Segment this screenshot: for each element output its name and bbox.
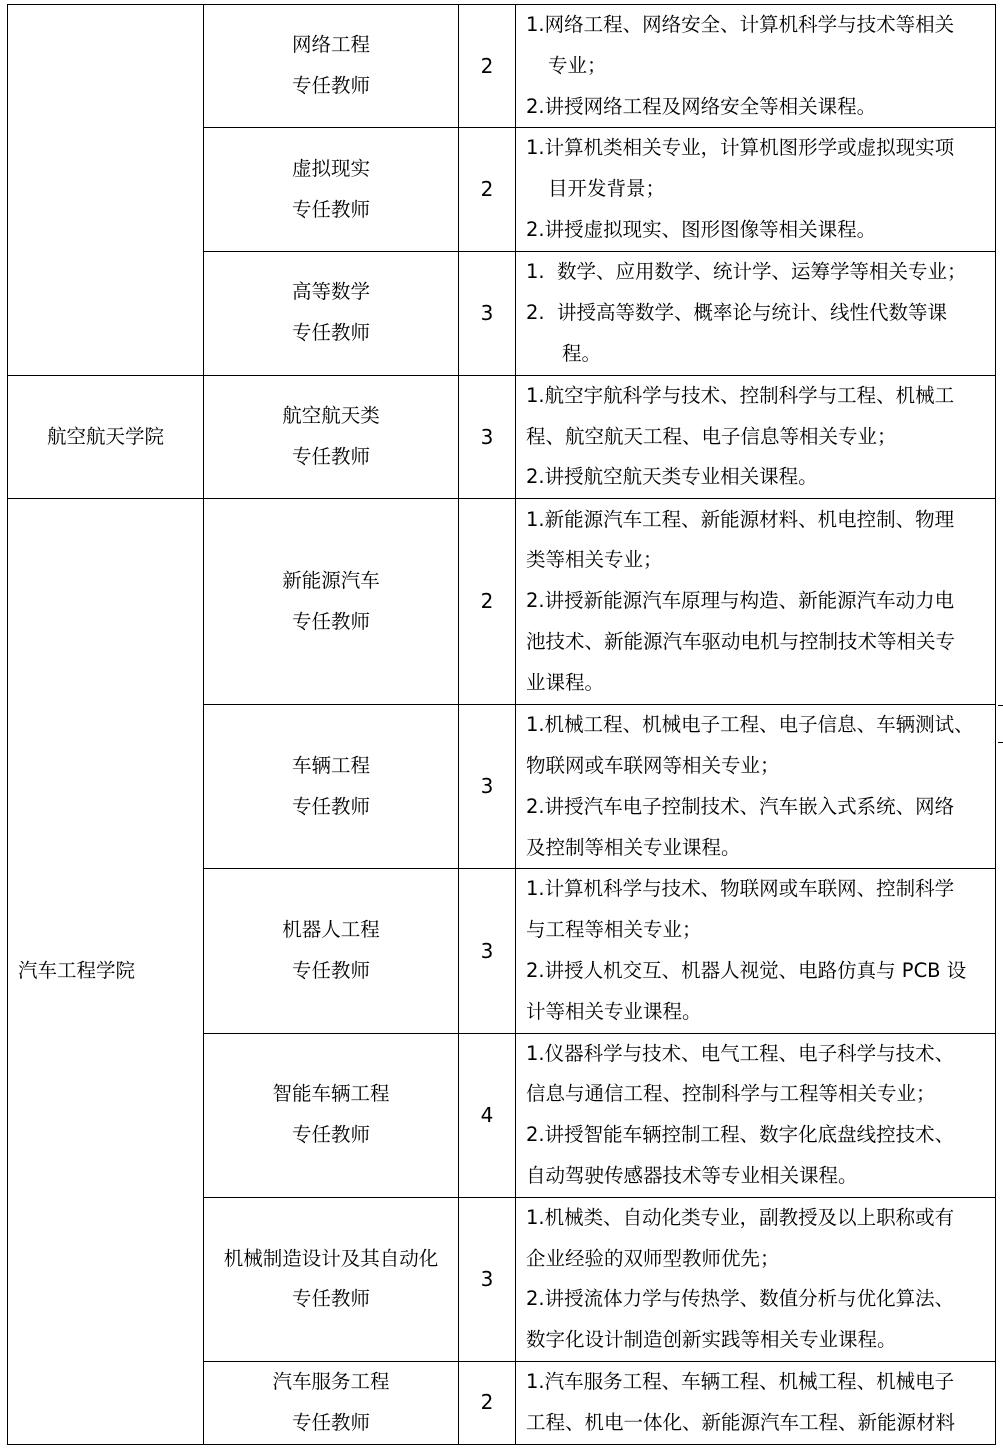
- requirement-line: 及控制等相关专业课程。: [526, 835, 741, 859]
- post-name: 智能车辆工程: [272, 1082, 390, 1106]
- requirement-cell: [516, 499, 996, 705]
- post-name: 汽车服务工程: [272, 1369, 390, 1393]
- count-cell: 3: [459, 869, 516, 1033]
- requirement-line: 数字化设计制造创新实践等相关专业课程。: [526, 1328, 897, 1352]
- post-name: 虚拟现实: [291, 156, 370, 180]
- recruitment-table: [7, 4, 996, 1445]
- requirement-line: 2.讲授航空航天类专业相关课程。: [526, 465, 818, 489]
- requirement-line: 程、航空航天工程、电子信息等相关专业；: [526, 424, 897, 448]
- post-role: 专任教师: [291, 958, 370, 982]
- requirement-line: 2. 讲授高等数学、概率论与统计、线性代数等课: [526, 300, 948, 324]
- requirement-line: 程。: [562, 341, 602, 365]
- post-role: 专任教师: [291, 609, 370, 633]
- requirement-cell: [516, 1197, 996, 1361]
- post-name: 车辆工程: [291, 753, 370, 777]
- requirement-line: 2.讲授流体力学与传热学、数值分析与优化算法、: [526, 1287, 955, 1311]
- requirement-line: 1.汽车服务工程、车辆工程、机械工程、机械电子: [526, 1369, 955, 1393]
- post-name: 机器人工程: [282, 918, 380, 942]
- post-role: 专任教师: [291, 1287, 370, 1311]
- post-cell: [204, 1197, 459, 1361]
- post-role: 专任教师: [291, 1123, 370, 1147]
- requirement-line: 信息与通信工程、控制科学与工程等相关专业；: [526, 1082, 936, 1106]
- post-cell: [204, 499, 459, 705]
- dept-cell: 汽车工程学院: [8, 499, 204, 1444]
- requirement-line: 1.网络工程、网络安全、计算机科学与技术等相关: [526, 13, 955, 36]
- requirement-line: 业课程。: [526, 670, 605, 694]
- requirement-line: 1. 数学、应用数学、统计学、运筹学等相关专业；: [526, 260, 967, 284]
- table-row: [8, 499, 996, 705]
- requirement-line: 池技术、新能源汽车驱动电机与控制技术等相关专: [526, 630, 956, 654]
- requirement-line: 工程、机电一体化、新能源汽车工程、新能源材料: [526, 1410, 956, 1434]
- count-cell: 3: [459, 1197, 516, 1361]
- margin-tick: [998, 705, 1003, 706]
- requirement-cell: [516, 1361, 996, 1444]
- post-role: 专任教师: [291, 794, 370, 818]
- post-cell: [204, 869, 459, 1033]
- requirement-line: 2.讲授汽车电子控制技术、汽车嵌入式系统、网络: [526, 794, 955, 818]
- post-name: 高等数学: [291, 280, 370, 304]
- requirement-cell: [516, 251, 996, 375]
- requirement-line: 1.仪器科学与技术、电气工程、电子科学与技术、: [526, 1041, 955, 1065]
- post-cell: [204, 1033, 459, 1197]
- post-role: 专任教师: [291, 321, 370, 345]
- post-role: 专任教师: [291, 444, 370, 468]
- requirement-line: 企业经验的双师型教师优先；: [526, 1246, 780, 1270]
- count-cell: 2: [459, 5, 516, 128]
- table-row: [8, 375, 996, 498]
- requirement-cell: [516, 1033, 996, 1197]
- requirement-line: 1.机械类、自动化类专业，副教授及以上职称或有: [526, 1205, 955, 1229]
- requirement-line: 1.航空宇航科学与技术、控制科学与工程、机械工: [526, 383, 955, 407]
- post-cell: [204, 128, 459, 251]
- dept-cell: [8, 5, 204, 376]
- requirement-line: 2.讲授智能车辆控制工程、数字化底盘线控技术、: [526, 1123, 955, 1147]
- requirement-line: 与工程等相关专业；: [526, 918, 702, 942]
- post-cell: [204, 375, 459, 498]
- count-cell: 3: [459, 375, 516, 498]
- post-cell: [204, 251, 459, 375]
- requirement-line: 1.计算机类相关专业，计算机图形学或虚拟现实项: [526, 136, 955, 160]
- post-name: 航空航天类: [282, 404, 380, 428]
- count-cell: 2: [459, 128, 516, 251]
- count-cell: 3: [459, 705, 516, 869]
- count-cell: 2: [459, 1361, 516, 1444]
- requirement-line: 2.讲授网络工程及网络安全等相关课程。: [526, 94, 877, 118]
- requirement-cell: [516, 705, 996, 869]
- requirement-line: 目开发背景；: [548, 177, 666, 201]
- requirement-line: 2.讲授虚拟现实、图形图像等相关课程。: [526, 217, 877, 241]
- count-cell: 4: [459, 1033, 516, 1197]
- post-cell: [204, 1361, 459, 1444]
- requirement-cell: [516, 128, 996, 251]
- post-name: 新能源汽车: [282, 568, 380, 592]
- post-name: 网络工程: [291, 33, 370, 57]
- requirement-line: 2.讲授新能源汽车原理与构造、新能源汽车动力电: [526, 589, 955, 613]
- table-row: [8, 5, 996, 128]
- requirement-cell: [516, 5, 996, 128]
- post-name: 机械制造设计及其自动化: [223, 1246, 439, 1270]
- requirement-line: 类等相关专业；: [526, 548, 663, 572]
- requirement-cell: [516, 869, 996, 1033]
- count-cell: 3: [459, 251, 516, 375]
- requirement-line: 1.计算机科学与技术、物联网或车联网、控制科学: [526, 877, 955, 901]
- post-cell: [204, 5, 459, 128]
- requirement-line: 专业；: [548, 53, 607, 77]
- post-cell: [204, 705, 459, 869]
- post-role: 专任教师: [291, 1410, 370, 1434]
- requirement-line: 物联网或车联网等相关专业；: [526, 753, 780, 777]
- post-role: 专任教师: [291, 197, 370, 221]
- requirement-cell: [516, 375, 996, 498]
- requirement-line: 自动驾驶传感器技术等专业相关课程。: [526, 1163, 858, 1187]
- requirement-line: 2.讲授人机交互、机器人视觉、电路仿真与 PCB 设: [526, 958, 967, 982]
- margin-tick: [998, 742, 1003, 743]
- count-cell: 2: [459, 499, 516, 705]
- requirement-line: 计等相关专业课程。: [526, 999, 702, 1023]
- requirement-line: 1.新能源汽车工程、新能源材料、机电控制、物理: [526, 507, 955, 531]
- post-role: 专任教师: [291, 74, 370, 98]
- dept-cell: 航空航天学院: [8, 375, 204, 498]
- requirement-line: 1.机械工程、机械电子工程、电子信息、车辆测试、: [526, 713, 974, 737]
